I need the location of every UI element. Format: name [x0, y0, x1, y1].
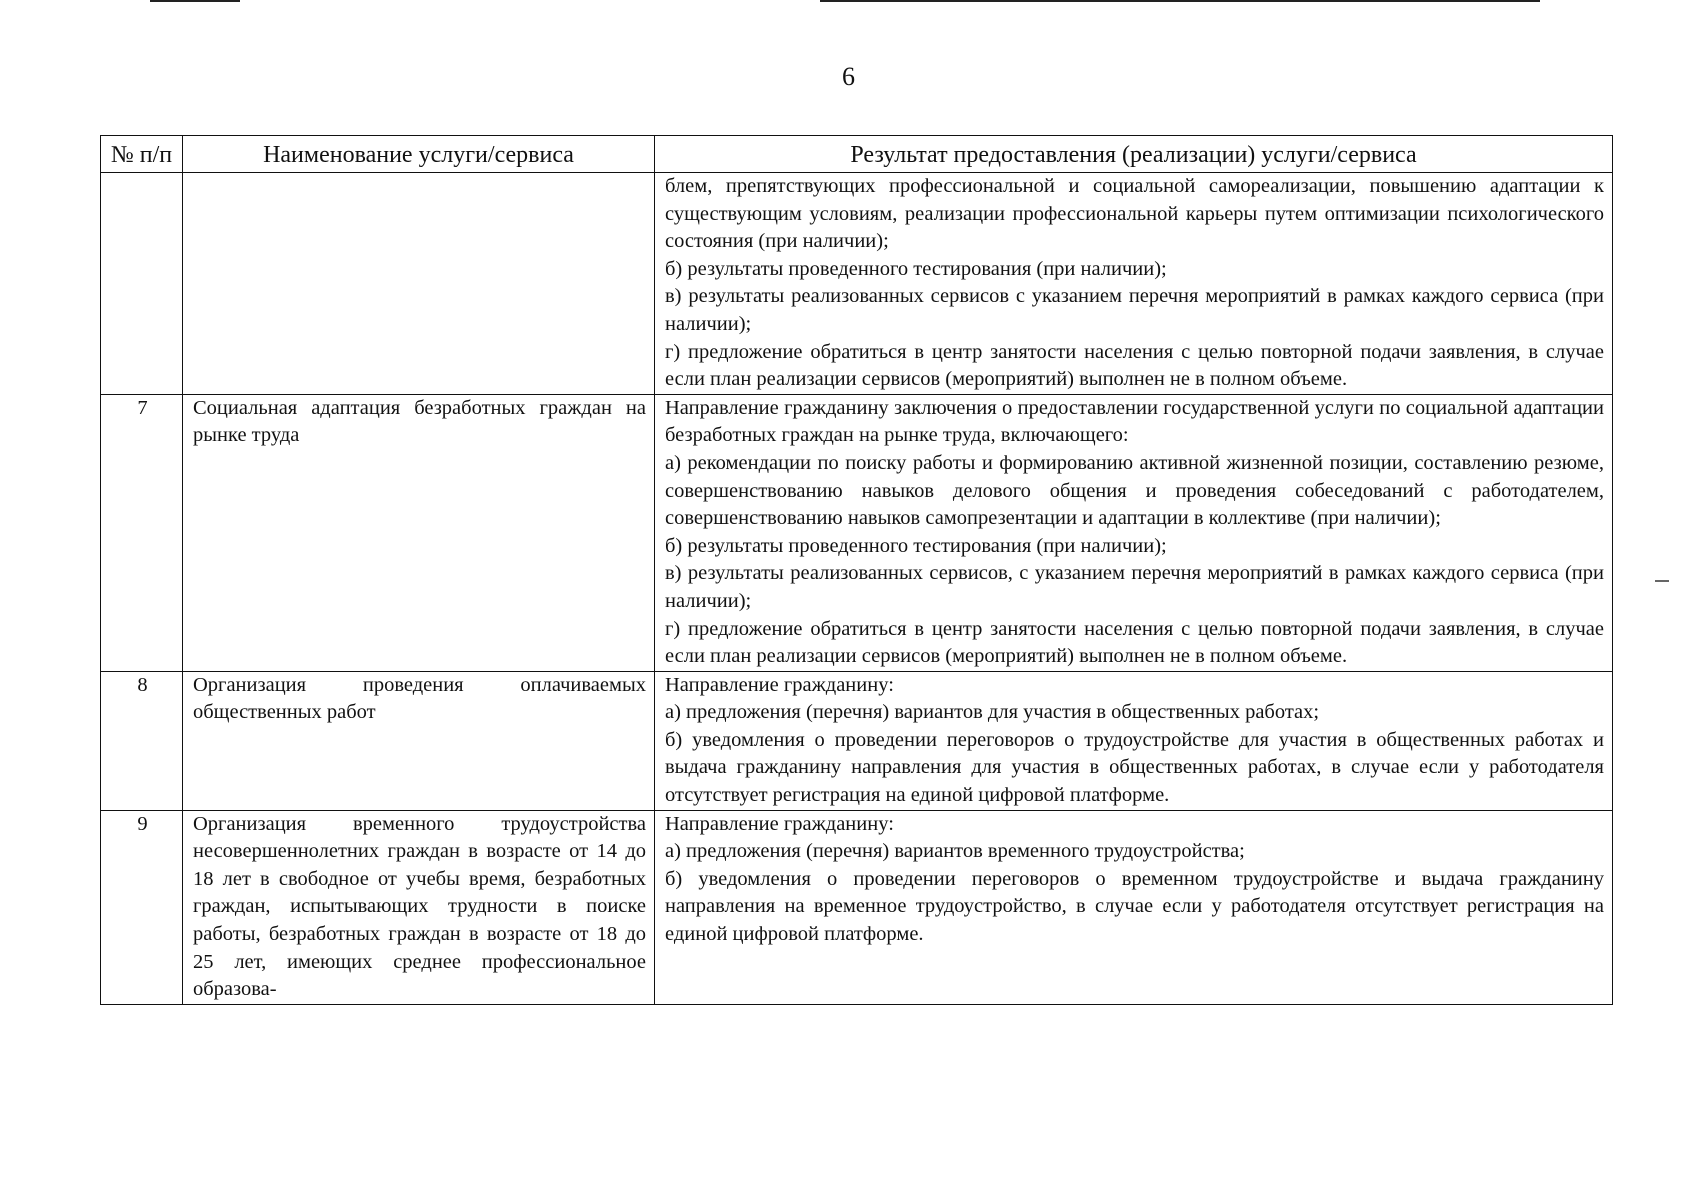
scan-edge-mark: [1655, 580, 1669, 582]
result-paragraph: б) уведомления о проведении переговоров о трудоустройстве для участия в общественных работах и выдача гражданину направления для участия в общественных работах, в случае если у работодателя отсутствует регистрация на единой цифровой платформе.: [665, 728, 1604, 807]
scan-edge-line: [150, 0, 240, 2]
service-name: [183, 173, 655, 395]
result-paragraph: б) результаты проведенного тестирования (при наличии);: [665, 257, 1167, 280]
result-paragraph: а) рекомендации по поиску работы и формированию активной жизненной позиции, составлению резюме, совершенствованию навыков делового общения и проведения собеседований с работодателем, совершенствованию навыков самопрезентации и адаптации в коллективе (при наличии);: [665, 451, 1604, 530]
service-result: [655, 671, 1613, 810]
header-result: Результат предоставления (реализации) услуги/сервиса: [655, 136, 1613, 173]
service-result: [655, 810, 1613, 1004]
result-paragraph: б) результаты проведенного тестирования (при наличии);: [665, 534, 1167, 557]
table-row: [101, 394, 1613, 671]
result-paragraph: г) предложение обратиться в центр занятости населения с целью повторной подачи заявления, в случае если план реализации сервисов (мероприятий) выполнен не в полном объеме.: [665, 617, 1604, 668]
row-number: [101, 173, 183, 395]
services-table: [100, 135, 1613, 1005]
result-paragraph: а) предложения (перечня) вариантов для участия в общественных работах;: [665, 701, 1320, 724]
result-paragraph: г) предложение обратиться в центр занятости населения с целью повторной подачи заявления, в случае если план реализации сервисов (мероприятий) выполнен не в полном объеме.: [665, 340, 1604, 391]
row-number: 9: [101, 810, 183, 1004]
result-paragraph: в) результаты реализованных сервисов, с указанием перечня мероприятий в рамках каждого сервиса (при наличии);: [665, 562, 1604, 612]
table-row: [101, 671, 1613, 810]
header-number: № п/п: [101, 136, 183, 173]
result-paragraph: Направление гражданину:: [665, 673, 894, 696]
table-header-row: [101, 136, 1613, 173]
result-paragraph: Направление гражданину:: [665, 812, 894, 835]
header-service-name: Наименование услуги/сервиса: [183, 136, 655, 173]
table-row: [101, 810, 1613, 1004]
service-result: [655, 394, 1613, 671]
service-result: [655, 173, 1613, 395]
service-name: Организация проведения оплачиваемых общественных работ: [183, 671, 655, 810]
row-number: 8: [101, 671, 183, 810]
page-number: 6: [842, 62, 855, 91]
result-paragraph: а) предложения (перечня) вариантов временного трудоустройства;: [665, 840, 1245, 863]
table-row: [101, 173, 1613, 395]
scan-edge-line: [820, 0, 1540, 2]
result-paragraph: б) уведомления о проведении переговоров о временном трудоустройстве и выдача гражданину направления на временное трудоустройство, в случае если у работодателя отсутствует регистрация на единой цифровой платформе.: [665, 867, 1604, 946]
service-name: Социальная адаптация безработных граждан на рынке труда: [183, 394, 655, 671]
row-number: 7: [101, 394, 183, 671]
result-paragraph: Направление гражданину заключения о предоставлении государственной услуги по социальной адаптации безработных граждан на рынке труда, включающего:: [665, 396, 1604, 447]
result-paragraph: в) результаты реализованных сервисов с указанием перечня мероприятий в рамках каждого сервиса (при наличии);: [665, 285, 1604, 335]
service-name: Организация временного трудоустройства несовершеннолетних граждан в возрасте от 14 до 18 лет в свободное от учебы время, безработных граждан, испытывающих трудности в поиске работы, безработных граждан в возрасте от 18 до 25 лет, имеющих среднее профессиональное образова-: [183, 810, 655, 1004]
result-paragraph: блем, препятствующих профессиональной и социальной самореализации, повышению адаптации к существующим условиям, реализации профессиональной карьеры путем оптимизации психологического состояния (при наличии);: [665, 175, 1604, 253]
